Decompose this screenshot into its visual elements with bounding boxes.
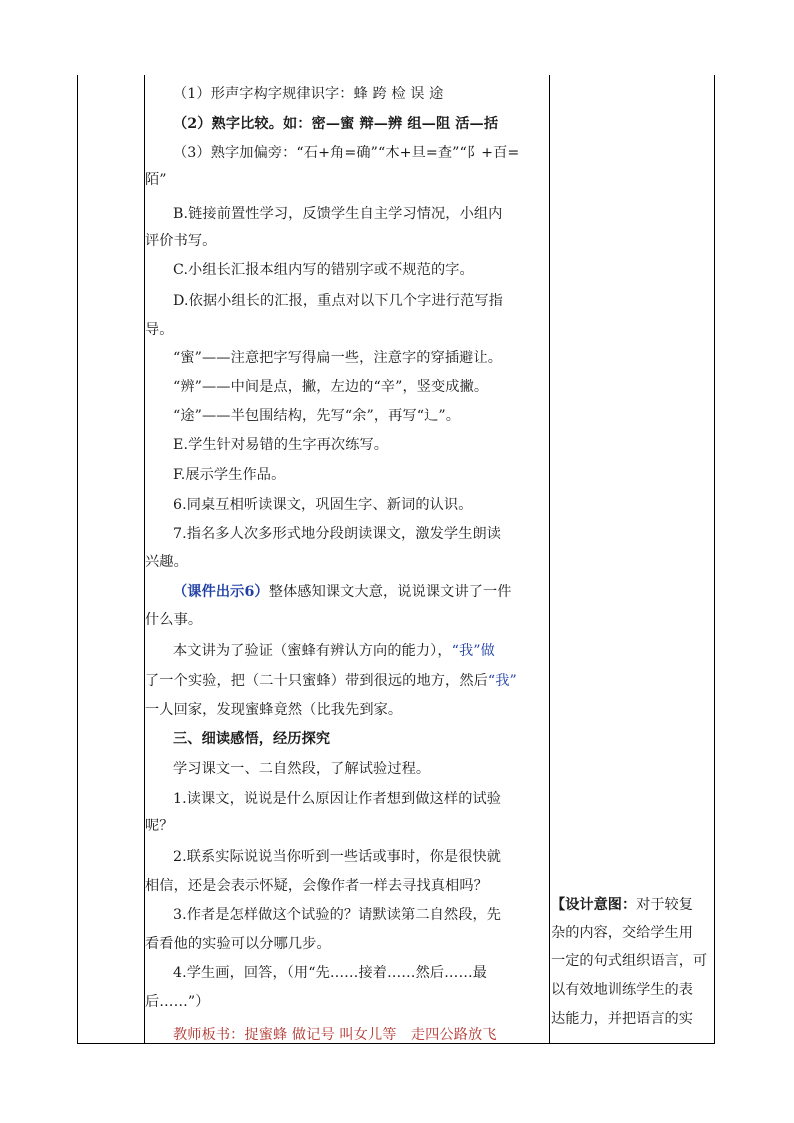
blackboard-writing: 教师板书：捉蜜蜂 做记号 叫女儿等 走四公路放飞 bbox=[173, 1027, 497, 1043]
text-line: （1）形声字构字规律识字：蜂 跨 检 误 途 bbox=[173, 86, 444, 102]
table-border-right bbox=[714, 75, 715, 1044]
text-line: 一人回家，发现蜜蜂竟然（比我先到家。 bbox=[145, 702, 403, 718]
text-line: 呢？ bbox=[145, 818, 174, 834]
text-line: F.展示学生作品。 bbox=[173, 467, 286, 483]
text-line: 1.读课文，说说是什么原因让作者想到做这样的试验 bbox=[173, 791, 502, 807]
text-line: （3）熟字加偏旁：“石+角=确”“木+旦=查”“阝+百= bbox=[173, 145, 520, 161]
text-line: 学习课文一、二自然段，了解试验过程。 bbox=[173, 761, 431, 777]
lesson-procedure-cell bbox=[145, 75, 549, 1043]
text-line bbox=[145, 583, 549, 601]
text-line: 评价书写。 bbox=[145, 233, 217, 249]
section-heading: 三、细读感悟，经历探究 bbox=[173, 731, 331, 747]
table-border-col2 bbox=[549, 75, 550, 1044]
text-line: 兴趣。 bbox=[145, 554, 188, 570]
design-intent-line: 达能力，并把语言的实 bbox=[551, 1011, 693, 1027]
text-line: C.小组长汇报本组内写的错别字或不规范的字。 bbox=[173, 262, 474, 278]
text-line: “辨”——中间是点，撇，左边的“辛”，竖变成撇。 bbox=[173, 379, 489, 395]
design-intent-line bbox=[551, 896, 693, 914]
text-line-part: 本文讲为了验证（蜜蜂有辨认方向的能力）， bbox=[173, 643, 452, 659]
design-intent-text: 对于较复 bbox=[636, 897, 693, 913]
text-line: “途”——半包围结构，先写“余”，再写“辶”。 bbox=[173, 408, 461, 424]
courseware-tag: （课件出示6） bbox=[173, 584, 269, 600]
text-line-rest: 整体感知课文大意，说说课文讲了一件 bbox=[268, 584, 512, 600]
text-line: 陌” bbox=[145, 172, 167, 188]
design-intent-label: 【设计意图： bbox=[551, 897, 637, 913]
design-intent-line: 杂的内容，交给学生用 bbox=[551, 925, 693, 941]
quote-wo: “我” bbox=[487, 673, 517, 689]
text-line: 相信，还是会表示怀疑，会像作者一样去寻找真相吗？ bbox=[145, 878, 488, 894]
text-line: 2.联系实际说说当你听到一些话或事时，你是很快就 bbox=[173, 849, 502, 865]
text-line: 3.作者是怎样做这个试验的？请默读第二自然段，先 bbox=[173, 907, 502, 923]
text-line: 后……”） bbox=[145, 994, 210, 1010]
text-line: E.学生针对易错的生字再次练写。 bbox=[173, 437, 389, 453]
text-line: 6.同桌互相听读课文，巩固生字、新词的认识。 bbox=[173, 497, 473, 513]
design-intent-cell bbox=[551, 893, 714, 1043]
text-line: 导。 bbox=[145, 322, 174, 338]
table-border-left bbox=[77, 75, 78, 1044]
text-line: D.依据小组长的汇报，重点对以下几个字进行范写指 bbox=[173, 293, 503, 309]
text-line: 看看他的实验可以分哪几步。 bbox=[145, 936, 331, 952]
table-border-bottom bbox=[77, 1043, 715, 1044]
text-line: 7.指名多人次多形式地分段朗读课文，激发学生朗读 bbox=[173, 526, 502, 542]
text-line-part: 了一个实验，把（二十只蜜蜂）带到很远的地方，然后 bbox=[145, 673, 488, 689]
text-line: （2）熟字比较。如：密—蜜 辩—辨 组—阻 活—括 bbox=[173, 116, 499, 132]
text-line: 什么事。 bbox=[145, 612, 203, 628]
quote-wo: “我”做 bbox=[451, 643, 495, 659]
design-intent-line: 以有效地训练学生的表 bbox=[551, 982, 693, 998]
text-line: “蜜”——注意把字写得扁一些，注意字的穿插避让。 bbox=[173, 350, 503, 366]
text-line bbox=[145, 672, 549, 690]
text-line: 4.学生画，回答，（用“先……接着……然后……最 bbox=[173, 965, 488, 981]
design-intent-line: 一定的句式组织语言，可 bbox=[551, 953, 708, 969]
text-line bbox=[145, 642, 549, 660]
text-line: B.链接前置性学习，反馈学生自主学习情况，小组内 bbox=[173, 206, 503, 222]
